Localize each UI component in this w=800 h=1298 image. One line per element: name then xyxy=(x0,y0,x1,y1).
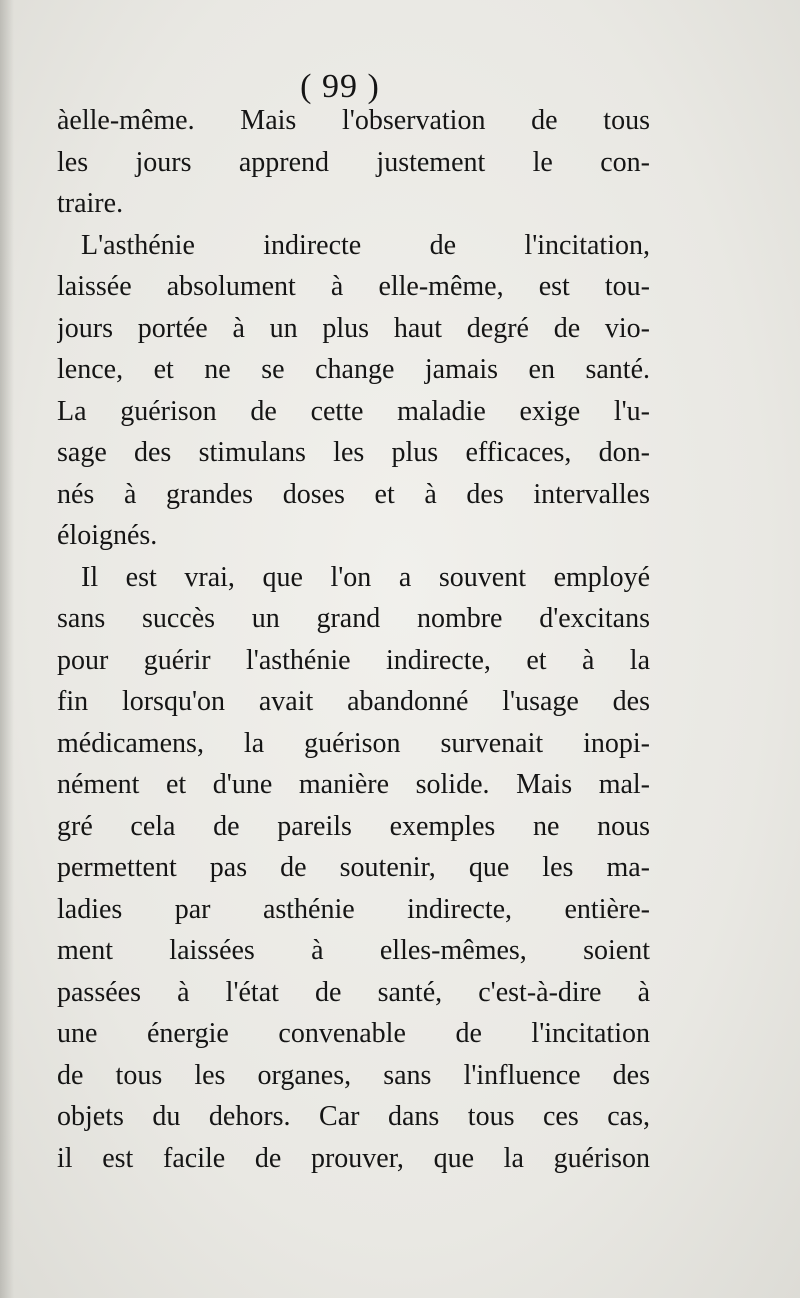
paragraph xyxy=(57,557,650,1180)
text-line: àelle-même. Mais l'observation de tous xyxy=(57,105,650,136)
text-line: médicamens, la guérison survenait inopi- xyxy=(57,727,650,759)
text-line: ladies par asthénie indirecte, entière- xyxy=(57,893,650,925)
text-line: passées à l'état de santé, c'est-à-dire à xyxy=(57,976,650,1008)
text-line: gré cela de pareils exemples ne nous xyxy=(57,810,650,842)
text-line: une énergie convenable de l'incitation xyxy=(57,1018,650,1049)
text-line: nés à grandes doses et à des intervalles xyxy=(57,478,650,510)
body-text xyxy=(57,100,650,1179)
text-line: sage des stimulans les plus efficaces, don- xyxy=(57,437,650,468)
text-line: les jours apprend justement le con- xyxy=(57,146,650,178)
text-line: nément et d'une manière solide. Mais mal- xyxy=(57,769,650,800)
text-line: jours portée à un plus haut degré de vio- xyxy=(57,312,650,344)
text-line: de tous les organes, sans l'influence des xyxy=(57,1059,650,1091)
text-line: lence, et ne se change jamais en santé. xyxy=(57,354,650,385)
text-line: traire. xyxy=(57,188,124,219)
paragraph xyxy=(57,100,650,225)
text-line: éloignés. xyxy=(57,520,158,551)
text-line: objets du dehors. Car dans tous ces cas, xyxy=(57,1101,650,1132)
page-number: ( 99 ) xyxy=(300,68,380,105)
text-line: L'asthénie indirecte de l'incitation, xyxy=(81,229,650,261)
page-edge-shadow xyxy=(0,0,14,1298)
text-line: laissée absolument à elle-même, est tou- xyxy=(57,271,650,302)
paragraph xyxy=(57,225,650,557)
text-line: il est facile de prouver, que la guérison xyxy=(57,1142,650,1174)
text-line: fin lorsqu'on avait abandonné l'usage des xyxy=(57,686,650,717)
text-line: pour guérir l'asthénie indirecte, et à la xyxy=(57,644,650,676)
text-line: ment laissées à elles-mêmes, soient xyxy=(57,935,650,966)
text-line: Il est vrai, que l'on a souvent employé xyxy=(81,561,650,593)
text-line: permettent pas de soutenir, que les ma- xyxy=(57,852,650,883)
text-line: La guérison de cette maladie exige l'u- xyxy=(57,395,650,427)
text-line: sans succès un grand nombre d'excitans xyxy=(57,603,650,634)
